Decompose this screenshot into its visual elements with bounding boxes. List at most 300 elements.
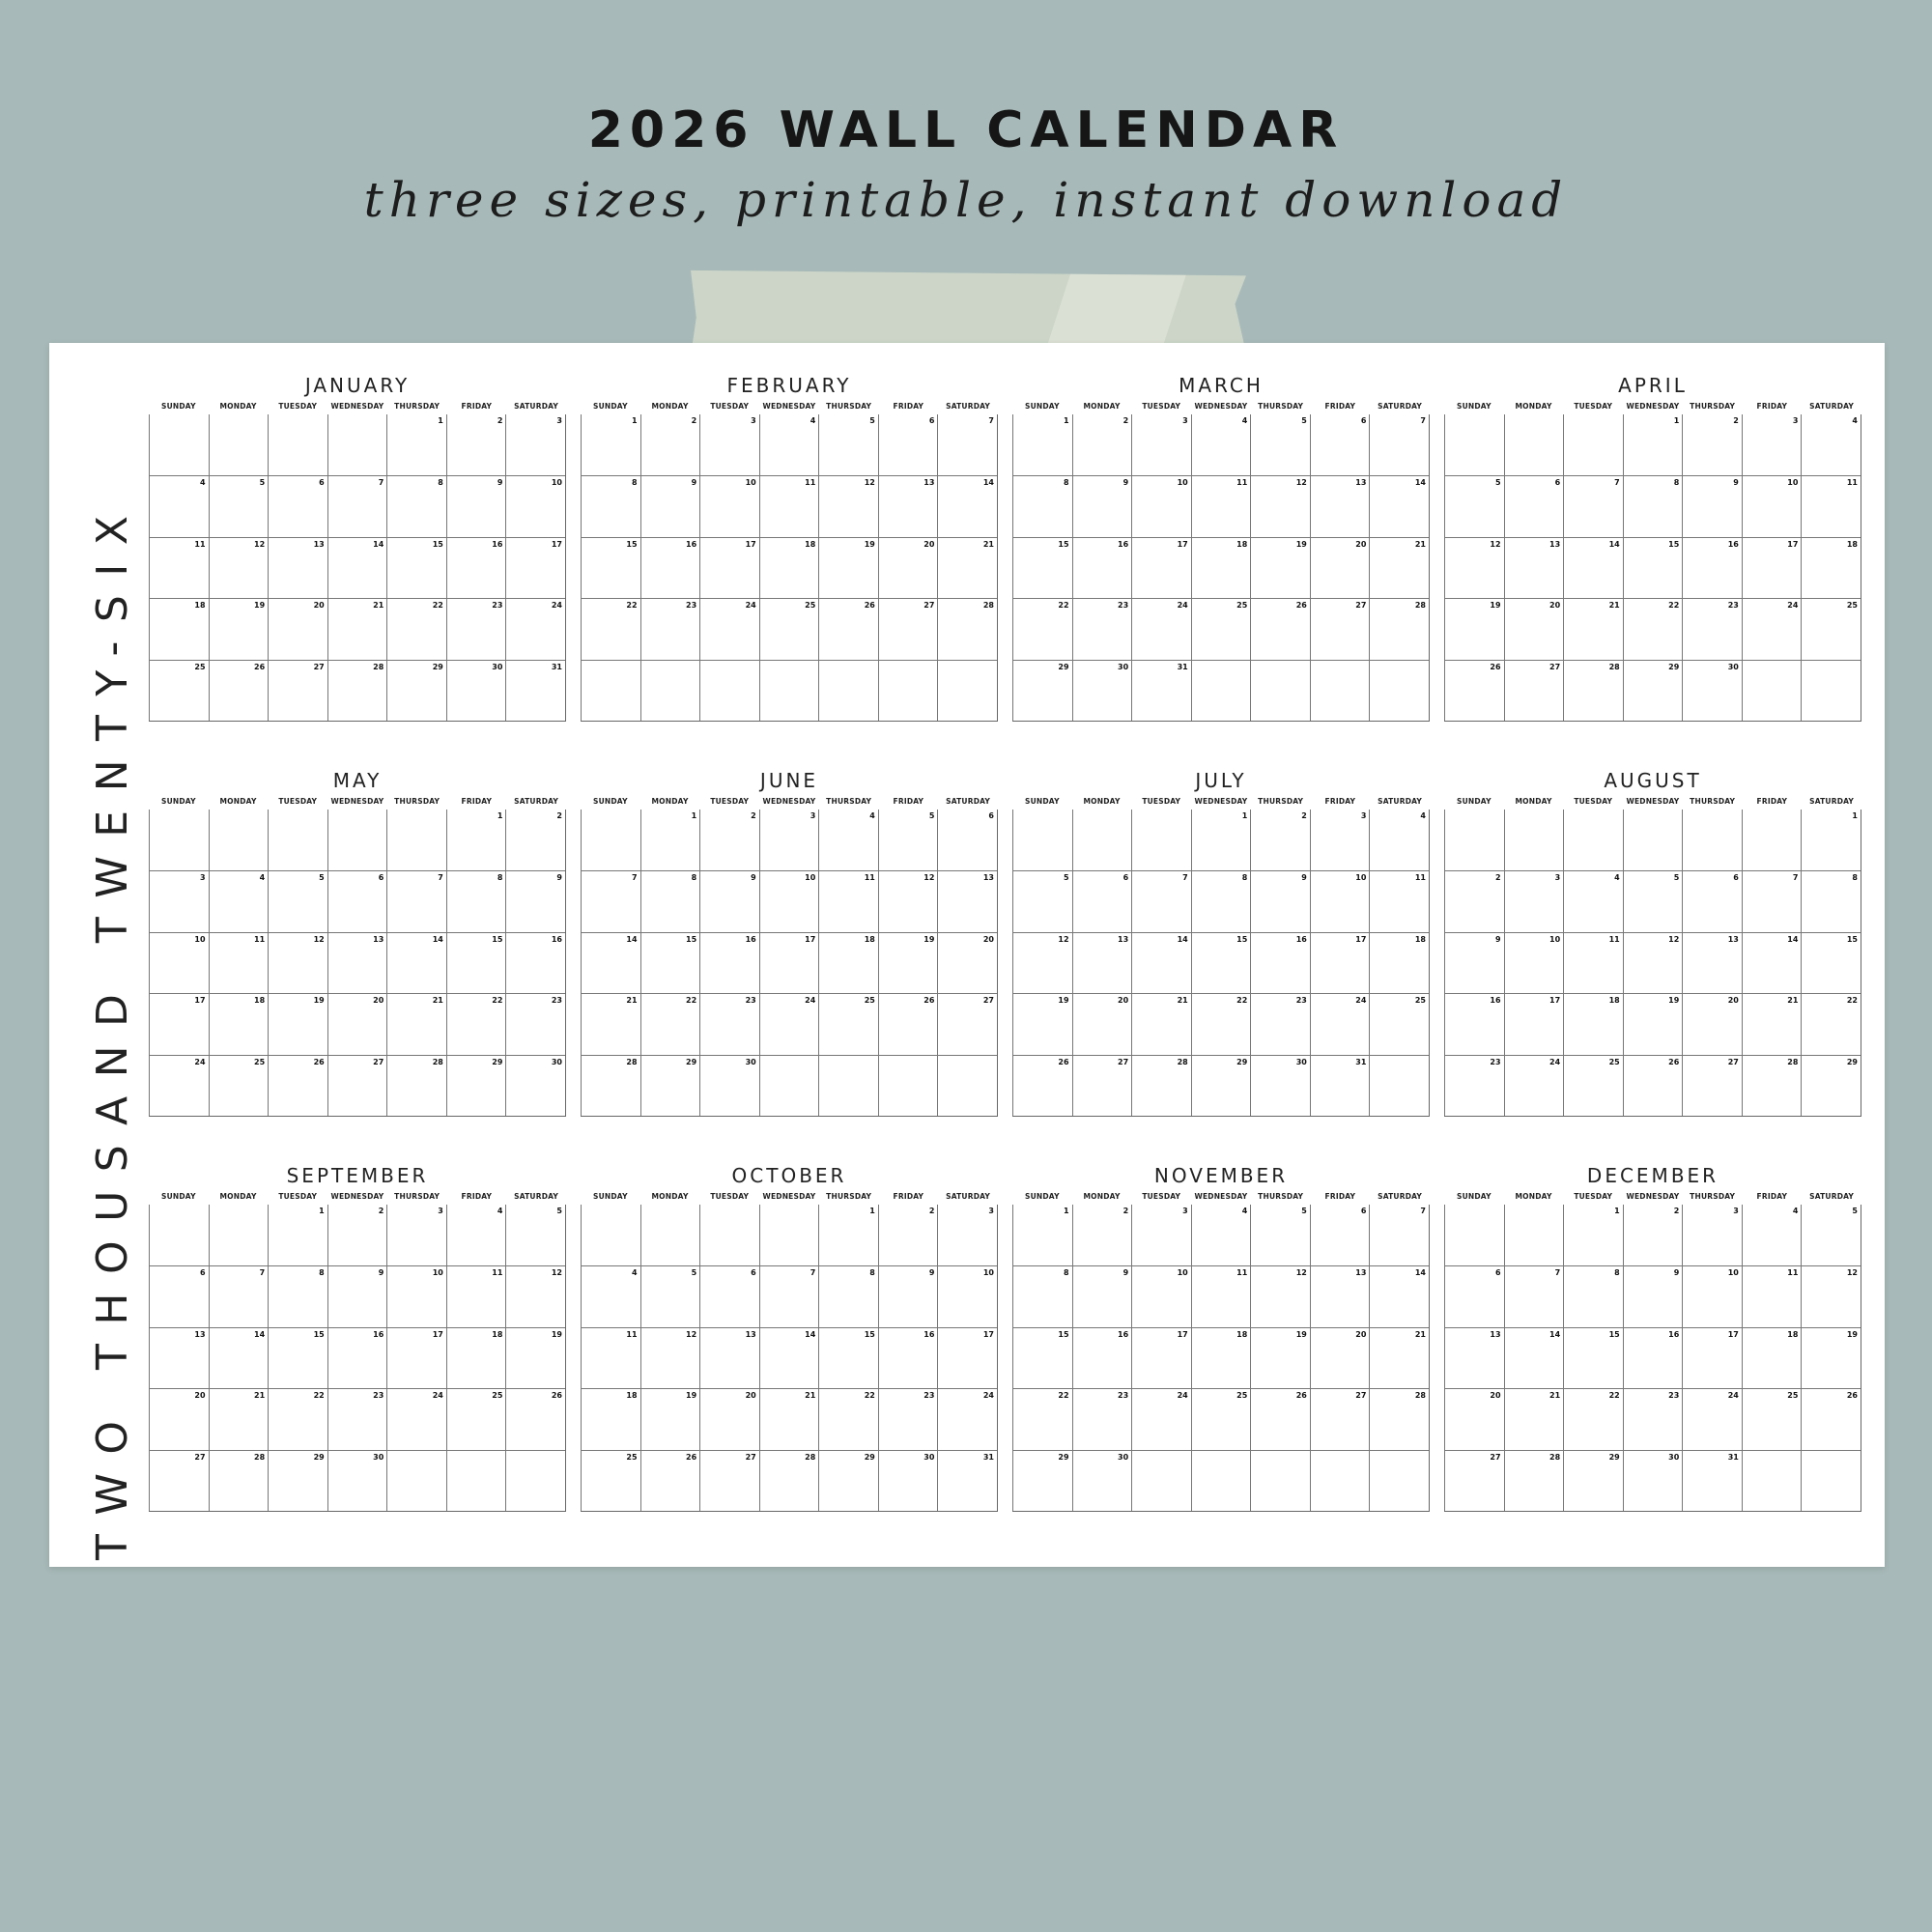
day-cell[interactable]	[1444, 475, 1504, 536]
day-cell[interactable]	[640, 414, 700, 475]
day-cell[interactable]	[1369, 414, 1429, 475]
day-cell[interactable]	[1131, 1055, 1191, 1116]
day-cell[interactable]	[937, 1055, 997, 1116]
day-cell[interactable]	[1682, 1450, 1742, 1511]
day-cell[interactable]	[1563, 598, 1623, 659]
day-cell[interactable]	[1801, 1205, 1861, 1265]
day-cell[interactable]	[640, 1388, 700, 1449]
day-cell[interactable]	[1131, 414, 1191, 475]
day-cell[interactable]	[1682, 993, 1742, 1054]
day-cell[interactable]	[1131, 1265, 1191, 1326]
day-cell[interactable]	[937, 475, 997, 536]
day-cell[interactable]	[937, 1450, 997, 1511]
day-cell[interactable]	[1801, 1055, 1861, 1116]
day-cell[interactable]	[581, 1055, 640, 1116]
day-cell[interactable]	[327, 1388, 387, 1449]
day-cell[interactable]	[581, 932, 640, 993]
day-cell[interactable]	[1682, 1055, 1742, 1116]
day-cell[interactable]	[1191, 1388, 1251, 1449]
day-cell[interactable]	[327, 475, 387, 536]
day-cell[interactable]	[818, 1388, 878, 1449]
day-cell[interactable]	[386, 1055, 446, 1116]
day-cell[interactable]	[1504, 475, 1564, 536]
day-cell[interactable]	[1563, 414, 1623, 475]
day-cell[interactable]	[1623, 1327, 1683, 1388]
day-cell[interactable]	[581, 810, 640, 870]
day-cell[interactable]	[209, 537, 269, 598]
day-cell[interactable]	[818, 537, 878, 598]
day-cell[interactable]	[1504, 1327, 1564, 1388]
day-cell[interactable]	[937, 660, 997, 721]
day-cell[interactable]	[386, 660, 446, 721]
day-cell[interactable]	[1623, 475, 1683, 536]
day-cell[interactable]	[937, 1205, 997, 1265]
day-cell[interactable]	[699, 993, 759, 1054]
day-cell[interactable]	[1444, 870, 1504, 931]
day-cell[interactable]	[505, 1327, 565, 1388]
day-cell[interactable]	[1444, 598, 1504, 659]
day-cell[interactable]	[149, 870, 209, 931]
day-cell[interactable]	[759, 1205, 819, 1265]
day-cell[interactable]	[878, 1055, 938, 1116]
day-cell[interactable]	[699, 537, 759, 598]
day-cell[interactable]	[446, 660, 506, 721]
day-cell[interactable]	[1250, 1265, 1310, 1326]
day-cell[interactable]	[1250, 870, 1310, 931]
day-cell[interactable]	[1504, 993, 1564, 1054]
day-cell[interactable]	[818, 1450, 878, 1511]
day-cell[interactable]	[699, 870, 759, 931]
day-cell[interactable]	[1563, 537, 1623, 598]
day-cell[interactable]	[1801, 870, 1861, 931]
day-cell[interactable]	[640, 660, 700, 721]
day-cell[interactable]	[327, 1450, 387, 1511]
day-cell[interactable]	[699, 598, 759, 659]
day-cell[interactable]	[1563, 1205, 1623, 1265]
day-cell[interactable]	[581, 1388, 640, 1449]
day-cell[interactable]	[1072, 1055, 1132, 1116]
day-cell[interactable]	[581, 1265, 640, 1326]
day-cell[interactable]	[937, 1327, 997, 1388]
day-cell[interactable]	[1504, 414, 1564, 475]
day-cell[interactable]	[505, 1450, 565, 1511]
day-cell[interactable]	[1563, 660, 1623, 721]
day-cell[interactable]	[878, 414, 938, 475]
day-cell[interactable]	[386, 537, 446, 598]
day-cell[interactable]	[1310, 537, 1370, 598]
day-cell[interactable]	[937, 598, 997, 659]
day-cell[interactable]	[1682, 810, 1742, 870]
day-cell[interactable]	[1444, 1205, 1504, 1265]
day-cell[interactable]	[268, 1450, 327, 1511]
day-cell[interactable]	[327, 1327, 387, 1388]
day-cell[interactable]	[818, 1265, 878, 1326]
day-cell[interactable]	[581, 993, 640, 1054]
day-cell[interactable]	[1369, 1327, 1429, 1388]
day-cell[interactable]	[818, 993, 878, 1054]
day-cell[interactable]	[1250, 1450, 1310, 1511]
day-cell[interactable]	[1504, 1450, 1564, 1511]
day-cell[interactable]	[1250, 660, 1310, 721]
day-cell[interactable]	[1191, 598, 1251, 659]
day-cell[interactable]	[149, 1265, 209, 1326]
day-cell[interactable]	[327, 993, 387, 1054]
day-cell[interactable]	[1504, 660, 1564, 721]
day-cell[interactable]	[1012, 1265, 1072, 1326]
day-cell[interactable]	[1369, 932, 1429, 993]
day-cell[interactable]	[581, 870, 640, 931]
day-cell[interactable]	[1504, 870, 1564, 931]
day-cell[interactable]	[1250, 598, 1310, 659]
day-cell[interactable]	[699, 660, 759, 721]
day-cell[interactable]	[878, 598, 938, 659]
day-cell[interactable]	[759, 414, 819, 475]
day-cell[interactable]	[1623, 932, 1683, 993]
day-cell[interactable]	[268, 598, 327, 659]
day-cell[interactable]	[937, 1388, 997, 1449]
day-cell[interactable]	[1742, 414, 1802, 475]
day-cell[interactable]	[327, 414, 387, 475]
day-cell[interactable]	[446, 1327, 506, 1388]
day-cell[interactable]	[1310, 414, 1370, 475]
day-cell[interactable]	[759, 1450, 819, 1511]
day-cell[interactable]	[1623, 810, 1683, 870]
day-cell[interactable]	[1444, 1388, 1504, 1449]
day-cell[interactable]	[327, 810, 387, 870]
day-cell[interactable]	[878, 932, 938, 993]
day-cell[interactable]	[1444, 1265, 1504, 1326]
day-cell[interactable]	[446, 598, 506, 659]
day-cell[interactable]	[1012, 598, 1072, 659]
day-cell[interactable]	[1310, 1265, 1370, 1326]
day-cell[interactable]	[1250, 932, 1310, 993]
day-cell[interactable]	[1444, 1055, 1504, 1116]
day-cell[interactable]	[446, 475, 506, 536]
day-cell[interactable]	[1563, 1265, 1623, 1326]
day-cell[interactable]	[1801, 993, 1861, 1054]
day-cell[interactable]	[505, 1205, 565, 1265]
day-cell[interactable]	[1131, 1388, 1191, 1449]
day-cell[interactable]	[1623, 1055, 1683, 1116]
day-cell[interactable]	[149, 1205, 209, 1265]
day-cell[interactable]	[640, 1450, 700, 1511]
day-cell[interactable]	[1742, 660, 1802, 721]
day-cell[interactable]	[818, 1205, 878, 1265]
day-cell[interactable]	[386, 1450, 446, 1511]
day-cell[interactable]	[1072, 932, 1132, 993]
day-cell[interactable]	[937, 870, 997, 931]
day-cell[interactable]	[1250, 475, 1310, 536]
day-cell[interactable]	[759, 598, 819, 659]
day-cell[interactable]	[209, 1265, 269, 1326]
day-cell[interactable]	[1369, 1205, 1429, 1265]
day-cell[interactable]	[759, 660, 819, 721]
day-cell[interactable]	[640, 1205, 700, 1265]
day-cell[interactable]	[1623, 598, 1683, 659]
day-cell[interactable]	[1504, 537, 1564, 598]
day-cell[interactable]	[1012, 414, 1072, 475]
day-cell[interactable]	[1310, 1055, 1370, 1116]
day-cell[interactable]	[209, 660, 269, 721]
day-cell[interactable]	[1072, 1388, 1132, 1449]
day-cell[interactable]	[818, 810, 878, 870]
day-cell[interactable]	[699, 1055, 759, 1116]
day-cell[interactable]	[1682, 598, 1742, 659]
day-cell[interactable]	[268, 1265, 327, 1326]
day-cell[interactable]	[1369, 1450, 1429, 1511]
day-cell[interactable]	[446, 932, 506, 993]
day-cell[interactable]	[1801, 1450, 1861, 1511]
day-cell[interactable]	[1072, 414, 1132, 475]
day-cell[interactable]	[1563, 932, 1623, 993]
day-cell[interactable]	[386, 598, 446, 659]
day-cell[interactable]	[581, 414, 640, 475]
day-cell[interactable]	[1742, 810, 1802, 870]
day-cell[interactable]	[1682, 537, 1742, 598]
day-cell[interactable]	[640, 1265, 700, 1326]
day-cell[interactable]	[446, 414, 506, 475]
day-cell[interactable]	[209, 1388, 269, 1449]
day-cell[interactable]	[386, 810, 446, 870]
day-cell[interactable]	[386, 414, 446, 475]
day-cell[interactable]	[1563, 1327, 1623, 1388]
day-cell[interactable]	[149, 475, 209, 536]
day-cell[interactable]	[1444, 1450, 1504, 1511]
day-cell[interactable]	[1444, 660, 1504, 721]
day-cell[interactable]	[937, 932, 997, 993]
day-cell[interactable]	[759, 537, 819, 598]
day-cell[interactable]	[1191, 1327, 1251, 1388]
day-cell[interactable]	[1250, 537, 1310, 598]
day-cell[interactable]	[1012, 870, 1072, 931]
day-cell[interactable]	[1250, 810, 1310, 870]
day-cell[interactable]	[1682, 1327, 1742, 1388]
day-cell[interactable]	[1191, 1205, 1251, 1265]
day-cell[interactable]	[699, 1450, 759, 1511]
day-cell[interactable]	[505, 810, 565, 870]
day-cell[interactable]	[1191, 993, 1251, 1054]
day-cell[interactable]	[1131, 598, 1191, 659]
day-cell[interactable]	[1131, 1450, 1191, 1511]
day-cell[interactable]	[1072, 660, 1132, 721]
day-cell[interactable]	[268, 810, 327, 870]
day-cell[interactable]	[1191, 870, 1251, 931]
day-cell[interactable]	[1012, 537, 1072, 598]
day-cell[interactable]	[1191, 660, 1251, 721]
day-cell[interactable]	[1742, 1265, 1802, 1326]
day-cell[interactable]	[1742, 932, 1802, 993]
day-cell[interactable]	[1310, 932, 1370, 993]
day-cell[interactable]	[1801, 1327, 1861, 1388]
day-cell[interactable]	[1191, 810, 1251, 870]
day-cell[interactable]	[1444, 537, 1504, 598]
day-cell[interactable]	[1504, 1265, 1564, 1326]
day-cell[interactable]	[1072, 1265, 1132, 1326]
day-cell[interactable]	[268, 537, 327, 598]
day-cell[interactable]	[1250, 1327, 1310, 1388]
day-cell[interactable]	[878, 660, 938, 721]
day-cell[interactable]	[1801, 810, 1861, 870]
day-cell[interactable]	[581, 537, 640, 598]
day-cell[interactable]	[1504, 1388, 1564, 1449]
day-cell[interactable]	[149, 598, 209, 659]
day-cell[interactable]	[937, 810, 997, 870]
day-cell[interactable]	[149, 537, 209, 598]
day-cell[interactable]	[386, 1265, 446, 1326]
day-cell[interactable]	[386, 475, 446, 536]
day-cell[interactable]	[1131, 1205, 1191, 1265]
day-cell[interactable]	[1504, 1055, 1564, 1116]
day-cell[interactable]	[640, 475, 700, 536]
day-cell[interactable]	[1191, 932, 1251, 993]
day-cell[interactable]	[149, 1327, 209, 1388]
day-cell[interactable]	[1563, 1388, 1623, 1449]
day-cell[interactable]	[446, 1450, 506, 1511]
day-cell[interactable]	[1310, 1205, 1370, 1265]
day-cell[interactable]	[581, 475, 640, 536]
day-cell[interactable]	[1742, 1450, 1802, 1511]
day-cell[interactable]	[878, 1388, 938, 1449]
day-cell[interactable]	[1012, 932, 1072, 993]
day-cell[interactable]	[386, 1205, 446, 1265]
day-cell[interactable]	[1012, 1450, 1072, 1511]
day-cell[interactable]	[1369, 598, 1429, 659]
day-cell[interactable]	[1563, 810, 1623, 870]
day-cell[interactable]	[446, 1388, 506, 1449]
day-cell[interactable]	[1504, 932, 1564, 993]
day-cell[interactable]	[1250, 414, 1310, 475]
day-cell[interactable]	[1682, 1265, 1742, 1326]
day-cell[interactable]	[699, 414, 759, 475]
day-cell[interactable]	[1444, 810, 1504, 870]
day-cell[interactable]	[1072, 475, 1132, 536]
day-cell[interactable]	[699, 1205, 759, 1265]
day-cell[interactable]	[1563, 1055, 1623, 1116]
day-cell[interactable]	[268, 993, 327, 1054]
day-cell[interactable]	[581, 1327, 640, 1388]
day-cell[interactable]	[1369, 660, 1429, 721]
day-cell[interactable]	[1012, 1327, 1072, 1388]
day-cell[interactable]	[386, 993, 446, 1054]
day-cell[interactable]	[327, 598, 387, 659]
day-cell[interactable]	[640, 993, 700, 1054]
day-cell[interactable]	[1012, 810, 1072, 870]
day-cell[interactable]	[1742, 993, 1802, 1054]
day-cell[interactable]	[699, 1388, 759, 1449]
day-cell[interactable]	[1563, 475, 1623, 536]
day-cell[interactable]	[1682, 932, 1742, 993]
day-cell[interactable]	[759, 870, 819, 931]
day-cell[interactable]	[1742, 870, 1802, 931]
day-cell[interactable]	[268, 932, 327, 993]
day-cell[interactable]	[1012, 993, 1072, 1054]
day-cell[interactable]	[1563, 1450, 1623, 1511]
day-cell[interactable]	[505, 1265, 565, 1326]
day-cell[interactable]	[386, 1388, 446, 1449]
day-cell[interactable]	[446, 537, 506, 598]
day-cell[interactable]	[1310, 1388, 1370, 1449]
day-cell[interactable]	[699, 1327, 759, 1388]
day-cell[interactable]	[1131, 810, 1191, 870]
day-cell[interactable]	[818, 660, 878, 721]
day-cell[interactable]	[1072, 993, 1132, 1054]
day-cell[interactable]	[1742, 598, 1802, 659]
day-cell[interactable]	[818, 1327, 878, 1388]
day-cell[interactable]	[699, 475, 759, 536]
day-cell[interactable]	[759, 1388, 819, 1449]
day-cell[interactable]	[505, 414, 565, 475]
day-cell[interactable]	[268, 1388, 327, 1449]
day-cell[interactable]	[581, 1450, 640, 1511]
day-cell[interactable]	[937, 414, 997, 475]
day-cell[interactable]	[209, 932, 269, 993]
day-cell[interactable]	[149, 1055, 209, 1116]
day-cell[interactable]	[1801, 414, 1861, 475]
day-cell[interactable]	[1623, 660, 1683, 721]
day-cell[interactable]	[1310, 870, 1370, 931]
day-cell[interactable]	[640, 810, 700, 870]
day-cell[interactable]	[1191, 414, 1251, 475]
day-cell[interactable]	[1310, 1450, 1370, 1511]
day-cell[interactable]	[1072, 1327, 1132, 1388]
day-cell[interactable]	[1310, 810, 1370, 870]
day-cell[interactable]	[1131, 537, 1191, 598]
day-cell[interactable]	[1369, 537, 1429, 598]
day-cell[interactable]	[505, 660, 565, 721]
day-cell[interactable]	[818, 1055, 878, 1116]
day-cell[interactable]	[1012, 1388, 1072, 1449]
day-cell[interactable]	[878, 537, 938, 598]
day-cell[interactable]	[937, 993, 997, 1054]
day-cell[interactable]	[640, 598, 700, 659]
day-cell[interactable]	[1742, 1205, 1802, 1265]
day-cell[interactable]	[505, 537, 565, 598]
day-cell[interactable]	[1801, 660, 1861, 721]
day-cell[interactable]	[818, 932, 878, 993]
day-cell[interactable]	[699, 932, 759, 993]
day-cell[interactable]	[209, 993, 269, 1054]
day-cell[interactable]	[446, 870, 506, 931]
day-cell[interactable]	[1369, 810, 1429, 870]
day-cell[interactable]	[1131, 1327, 1191, 1388]
day-cell[interactable]	[505, 1388, 565, 1449]
day-cell[interactable]	[640, 870, 700, 931]
day-cell[interactable]	[818, 475, 878, 536]
day-cell[interactable]	[209, 598, 269, 659]
day-cell[interactable]	[1072, 1450, 1132, 1511]
day-cell[interactable]	[1623, 1388, 1683, 1449]
day-cell[interactable]	[818, 598, 878, 659]
day-cell[interactable]	[209, 1205, 269, 1265]
day-cell[interactable]	[268, 414, 327, 475]
day-cell[interactable]	[1131, 475, 1191, 536]
day-cell[interactable]	[640, 1055, 700, 1116]
day-cell[interactable]	[759, 810, 819, 870]
day-cell[interactable]	[640, 932, 700, 993]
day-cell[interactable]	[1682, 660, 1742, 721]
day-cell[interactable]	[1682, 1205, 1742, 1265]
day-cell[interactable]	[505, 932, 565, 993]
day-cell[interactable]	[268, 870, 327, 931]
day-cell[interactable]	[209, 475, 269, 536]
day-cell[interactable]	[446, 810, 506, 870]
day-cell[interactable]	[1369, 1265, 1429, 1326]
day-cell[interactable]	[878, 475, 938, 536]
day-cell[interactable]	[1310, 660, 1370, 721]
day-cell[interactable]	[937, 537, 997, 598]
day-cell[interactable]	[327, 537, 387, 598]
day-cell[interactable]	[386, 1327, 446, 1388]
